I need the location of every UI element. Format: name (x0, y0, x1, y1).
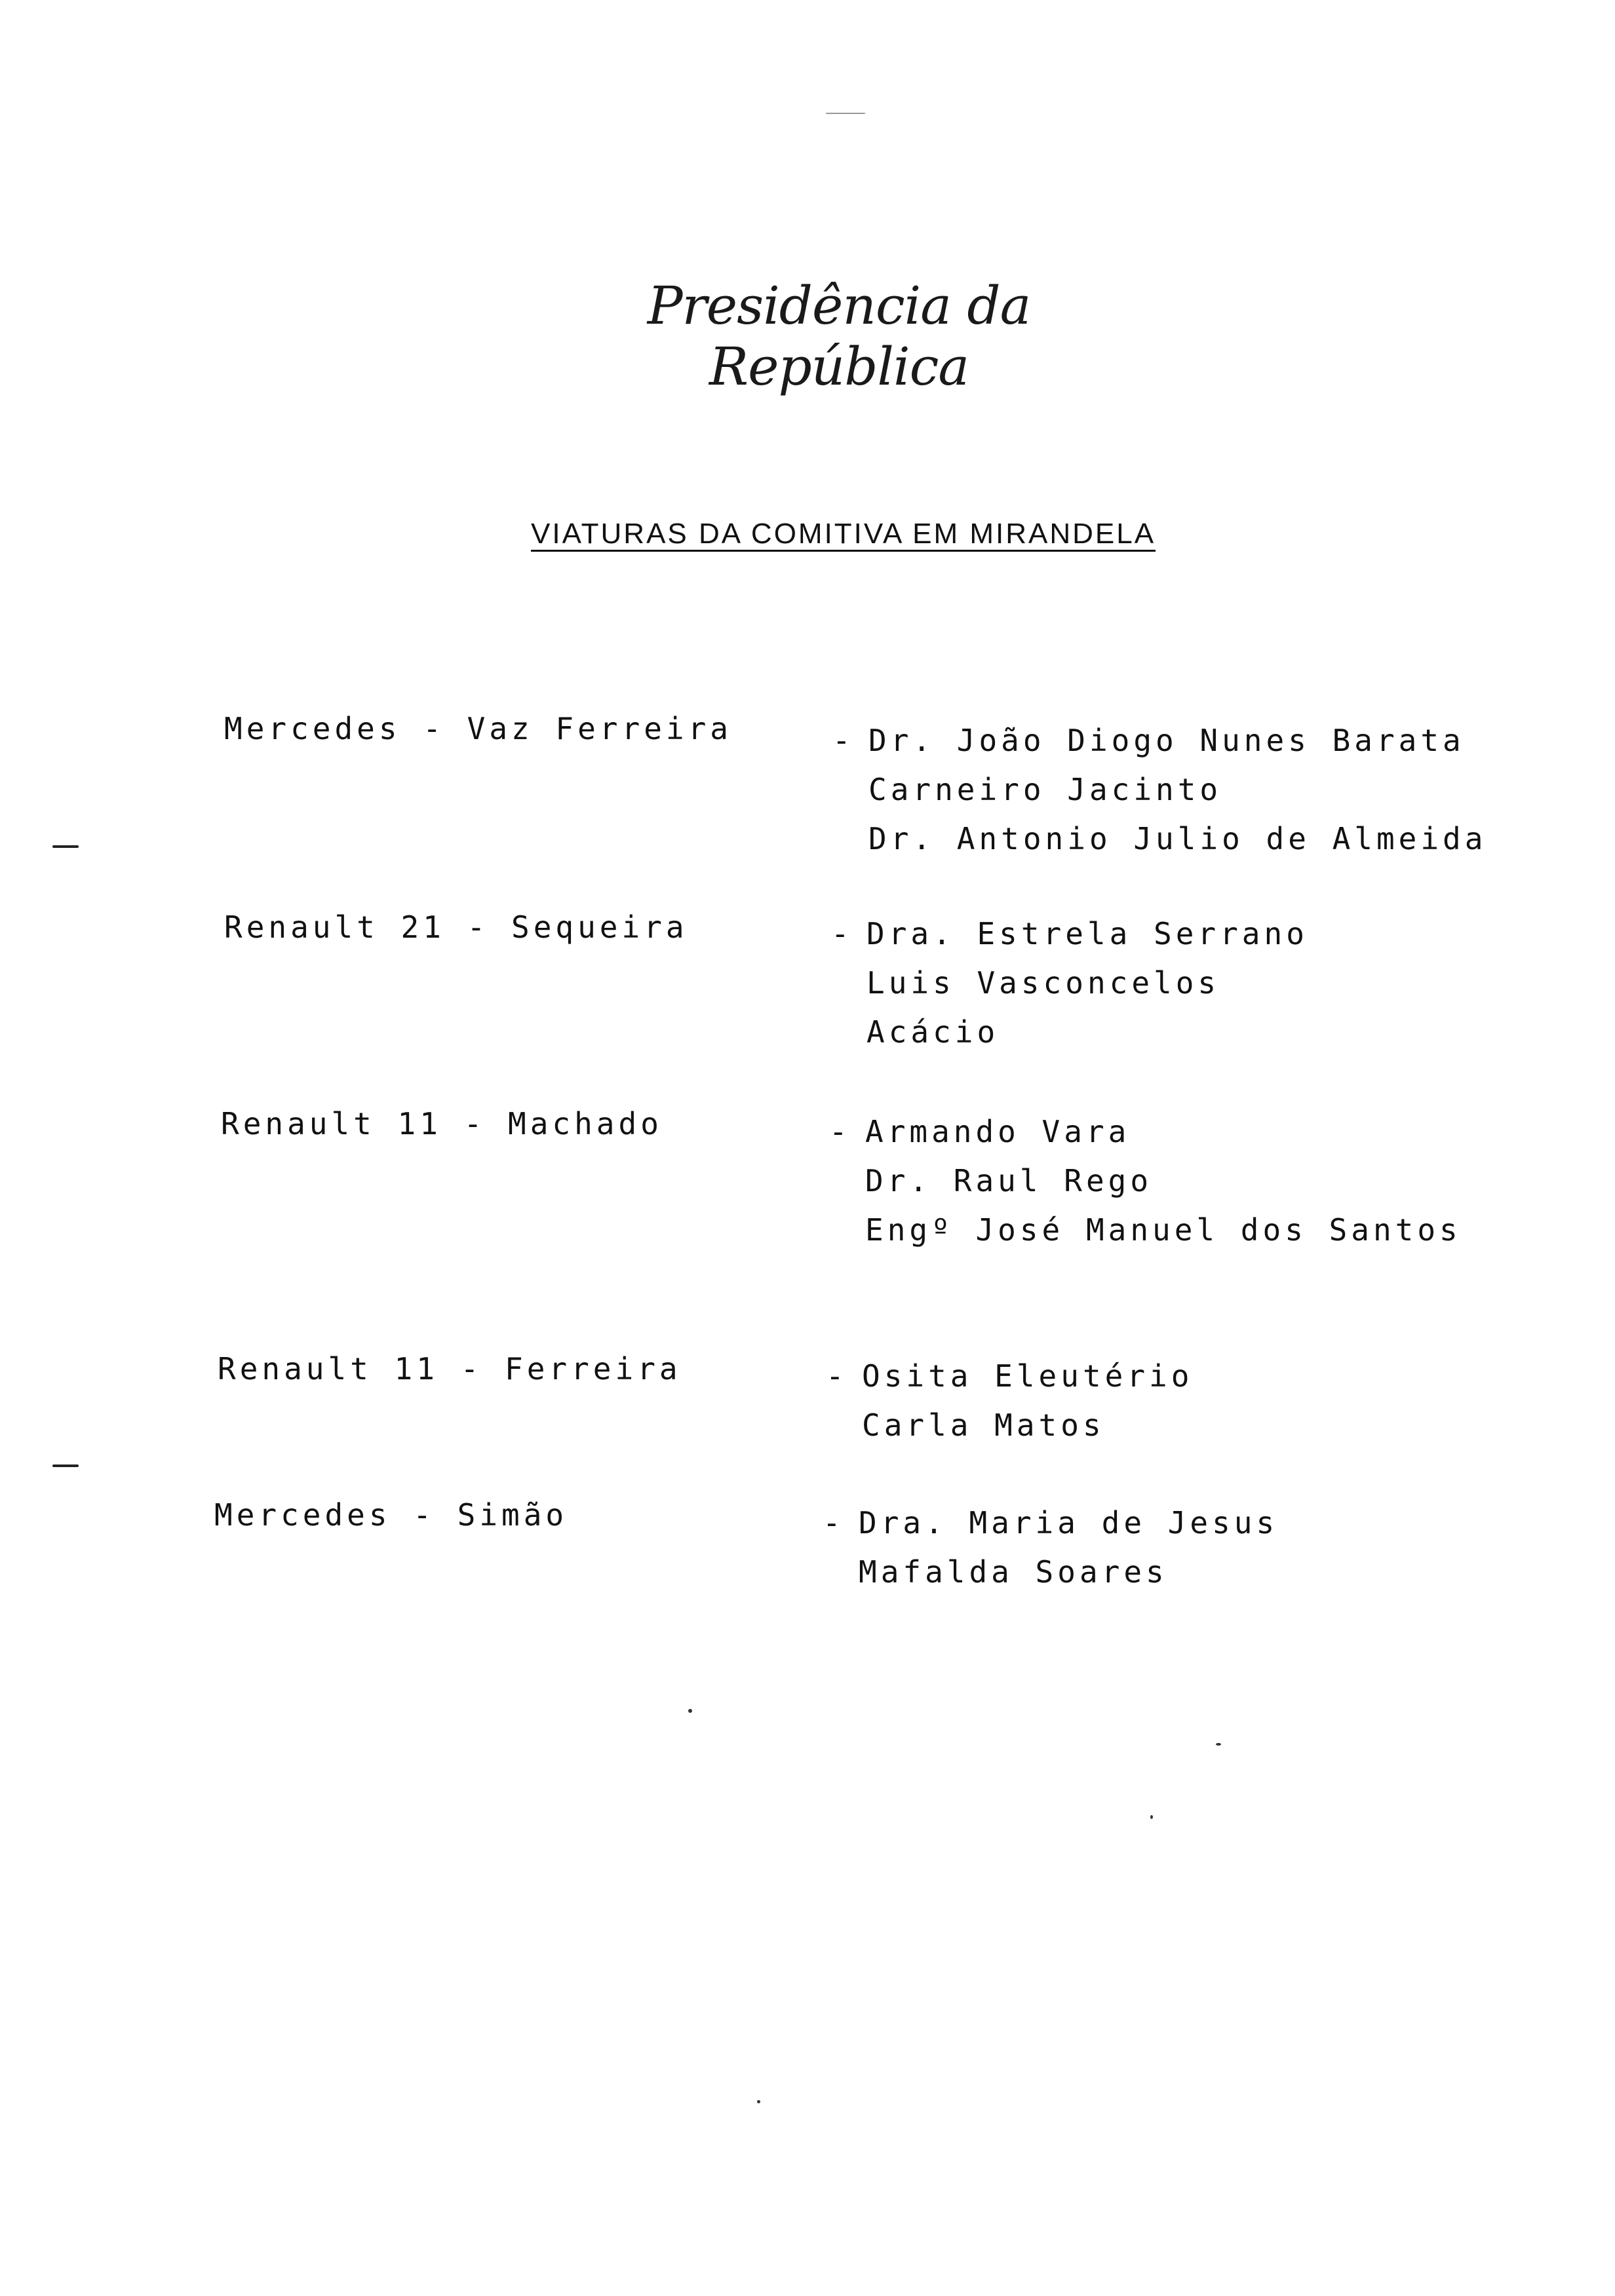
scan-mark (52, 845, 79, 848)
separator-dash: - (832, 723, 851, 758)
passenger-name: Luis Vasconcelos (866, 965, 1220, 1001)
separator-dash: - (826, 1358, 844, 1394)
passenger-name: Dra. Maria de Jesus (859, 1505, 1279, 1540)
letterhead: Presidência da República (647, 275, 1031, 397)
scan-speck (1150, 1815, 1153, 1819)
passenger-name: Dra. Estrela Serrano (866, 916, 1308, 951)
passenger-name: Dr. Raul Rego (865, 1163, 1153, 1198)
vehicle-driver: Renault 11 - Ferreira (218, 1351, 682, 1387)
passenger-name: Mafalda Soares (859, 1554, 1168, 1590)
scan-speck (757, 2100, 760, 2103)
passenger-name: Armando Vara (865, 1114, 1131, 1149)
document-title: VIATURAS DA COMITIVA EM MIRANDELA (531, 518, 1156, 550)
vehicle-driver: Renault 11 - Machado (221, 1106, 663, 1141)
scan-speck (688, 1709, 692, 1713)
scan-speck (1216, 1743, 1221, 1746)
passenger-list (859, 1499, 1278, 1597)
passenger-name: Dr. João Diogo Nunes Barata (868, 723, 1465, 758)
vehicle-driver: Renault 21 - Sequeira (224, 909, 688, 945)
scan-speck (826, 113, 865, 114)
passenger-name: Carneiro Jacinto (868, 772, 1222, 807)
passenger-name: Acácio (866, 1014, 1000, 1050)
passenger-name: Dr. Antonio Julio de Almeida (868, 821, 1487, 856)
passenger-list (865, 1107, 1462, 1255)
passenger-name: Carla Matos (862, 1407, 1105, 1443)
vehicle-driver: Mercedes - Simão (214, 1497, 568, 1533)
separator-dash: - (829, 1114, 847, 1149)
passenger-list (862, 1352, 1193, 1450)
vehicle-driver: Mercedes - Vaz Ferreira (224, 711, 732, 746)
passenger-name: Engº José Manuel dos Santos (865, 1212, 1462, 1248)
separator-dash: - (831, 916, 849, 951)
passenger-name: Osita Eleutério (862, 1358, 1194, 1394)
scan-mark (52, 1464, 79, 1467)
separator-dash: - (823, 1505, 841, 1540)
passenger-list (866, 909, 1308, 1057)
passenger-list (868, 716, 1487, 864)
